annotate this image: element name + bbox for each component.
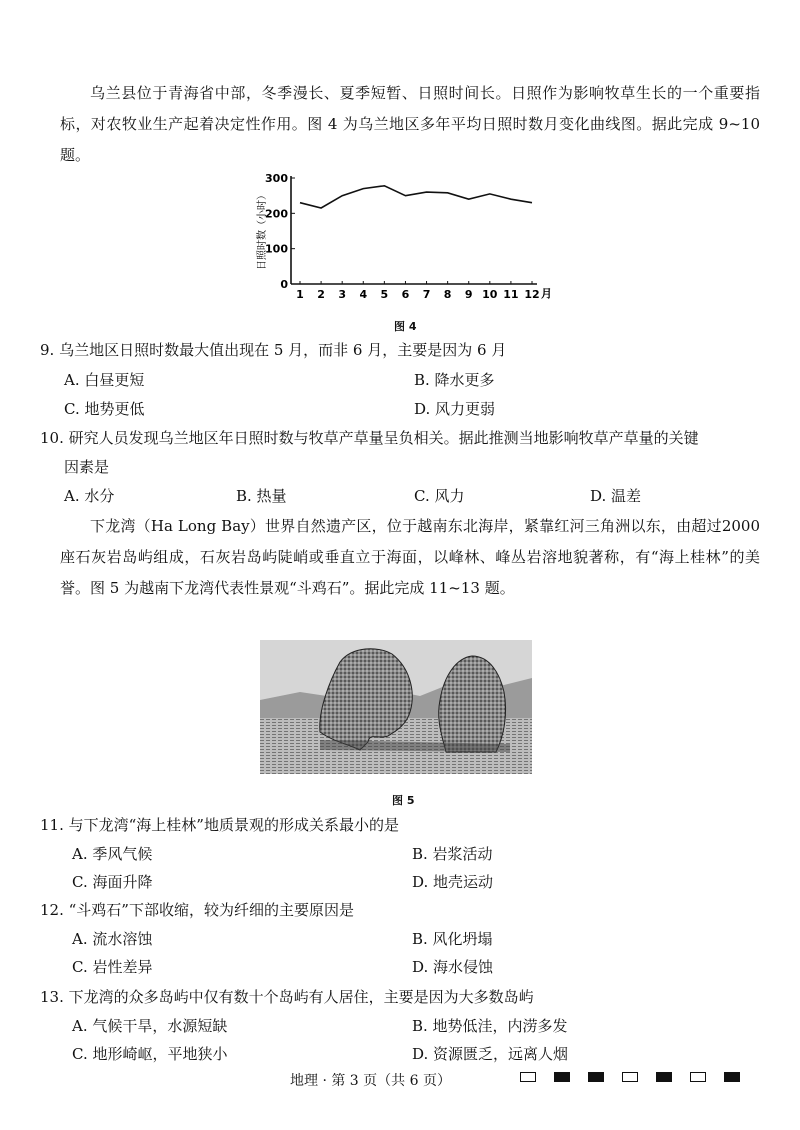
- question-12-stem: 12. “斗鸡石”下部收缩，较为纤细的主要原因是: [40, 901, 354, 919]
- q11-option-d[interactable]: D. 地壳运动: [412, 873, 494, 891]
- q11-option-a[interactable]: A. 季风气候: [72, 845, 153, 863]
- question-11-options: [72, 840, 762, 868]
- chart-x-tick-label: 11: [503, 288, 519, 301]
- question-9-options-2: [64, 395, 764, 423]
- chart-y-tick-label: 200: [265, 207, 288, 221]
- question-13-options: [72, 1012, 762, 1040]
- registration-mark: [724, 1072, 740, 1082]
- q9-option-c[interactable]: C. 地势更低: [64, 400, 145, 418]
- question-10-options: [64, 482, 764, 510]
- q10-option-d[interactable]: D. 温差: [590, 487, 642, 505]
- question-9-stem: 9. 乌兰地区日照时数最大值出现在 5 月，而非 6 月，主要是因为 6 月: [40, 341, 507, 359]
- question-10: [40, 424, 760, 482]
- q10-option-c[interactable]: C. 风力: [414, 487, 465, 505]
- question-11: [40, 811, 760, 840]
- question-9: [40, 336, 760, 365]
- chart-x-tick-label: 9: [464, 288, 473, 301]
- chart-x-tick-label: 10: [482, 288, 498, 301]
- chart-ylabel: 日照时数（小时）: [257, 190, 268, 270]
- doujishi-rock-photo: [260, 640, 532, 774]
- registration-mark: [656, 1072, 672, 1082]
- intro-paragraph-2: 下龙湾（Ha Long Bay）世界自然遗产区，位于越南东北海岸，紧靠红河三角洲以东，由超过2000座石灰岩岛屿组成，石灰岩岛屿陡峭或垂直立于海面，以峰林、峰丛岩溶地貌著称，有“海上桂林”的美誉。图 5 为越南下龙湾代表性景观“斗鸡石”。据此完成 11~13 题。: [60, 517, 760, 597]
- q13-option-b[interactable]: B. 地势低洼，内涝多发: [412, 1017, 568, 1035]
- question-12-options: [72, 925, 762, 953]
- question-12-options-2: [72, 953, 762, 981]
- q9-option-a[interactable]: A. 白昼更短: [64, 371, 145, 389]
- question-13: [40, 983, 760, 1012]
- registration-marks: [520, 1072, 740, 1082]
- chart-x-tick-label: 1: [296, 288, 304, 301]
- q9-option-d[interactable]: D. 风力更弱: [414, 400, 496, 418]
- chart-x-tick-label: 3: [338, 288, 347, 301]
- chart-xlabel: 月: [541, 287, 552, 300]
- figure-5-caption: 图 5: [392, 794, 415, 807]
- q12-option-c[interactable]: C. 岩性差异: [72, 958, 153, 976]
- registration-mark: [554, 1072, 570, 1082]
- question-11-options-2: [72, 868, 762, 896]
- chart-x-tick-label: 5: [380, 288, 389, 301]
- registration-mark: [690, 1072, 706, 1082]
- figure-4-caption: 图 4: [394, 320, 417, 333]
- q12-option-d[interactable]: D. 海水侵蚀: [412, 958, 494, 976]
- q10-option-b[interactable]: B. 热量: [236, 487, 287, 505]
- question-13-options-2: [72, 1040, 762, 1068]
- chart-x-tick-label: 4: [359, 288, 368, 301]
- registration-mark: [520, 1072, 536, 1082]
- question-10-stem: 10. 研究人员发现乌兰地区年日照时数与牧草产草量呈负相关。据此推测当地影响牧草产草量的关键: [40, 429, 699, 447]
- q13-option-a[interactable]: A. 气候干旱，水源短缺: [72, 1017, 228, 1035]
- sunshine-line-chart: [245, 168, 565, 308]
- chart-x-tick-label: 8: [443, 288, 452, 301]
- chart-series-line: [300, 186, 532, 208]
- q9-option-b[interactable]: B. 降水更多: [414, 371, 495, 389]
- question-12: [40, 896, 760, 925]
- registration-mark: [588, 1072, 604, 1082]
- q10-option-a[interactable]: A. 水分: [64, 487, 115, 505]
- q11-option-c[interactable]: C. 海面升降: [72, 873, 153, 891]
- chart-y-tick-label: 0: [280, 278, 288, 291]
- chart-x-tick-label: 2: [317, 288, 325, 301]
- question-9-options: [64, 366, 764, 394]
- chart-x-tick-label: 6: [401, 288, 410, 301]
- chart-x-tick-label: 12: [524, 288, 540, 301]
- q11-option-b[interactable]: B. 岩浆活动: [412, 845, 493, 863]
- chart-x-tick-label: 7: [422, 288, 431, 301]
- intro-paragraph-1: 乌兰县位于青海省中部，冬季漫长、夏季短暂、日照时间长。日照作为影响牧草生长的一个重要指标，对农牧业生产起着决定性作用。图 4 为乌兰地区多年平均日照时数月变化曲线图。据此完成 9~10 题。: [60, 84, 760, 164]
- page-footer: 地理 · 第 3 页（共 6 页）: [290, 1073, 451, 1089]
- q12-option-b[interactable]: B. 风化坍塌: [412, 930, 493, 948]
- question-11-stem: 11. 与下龙湾“海上桂林”地质景观的形成关系最小的是: [40, 816, 399, 834]
- chart-y-tick-label: 100: [265, 242, 288, 256]
- chart-y-tick-label: 300: [265, 172, 288, 185]
- q12-option-a[interactable]: A. 流水溶蚀: [72, 930, 153, 948]
- q13-option-d[interactable]: D. 资源匮乏，远离人烟: [412, 1045, 569, 1063]
- registration-mark: [622, 1072, 638, 1082]
- q13-option-c[interactable]: C. 地形崎岖，平地狭小: [72, 1045, 228, 1063]
- question-10-stem-cont: 因素是: [64, 458, 110, 476]
- question-13-stem: 13. 下龙湾的众多岛屿中仅有数十个岛屿有人居住，主要是因为大多数岛屿: [40, 988, 534, 1006]
